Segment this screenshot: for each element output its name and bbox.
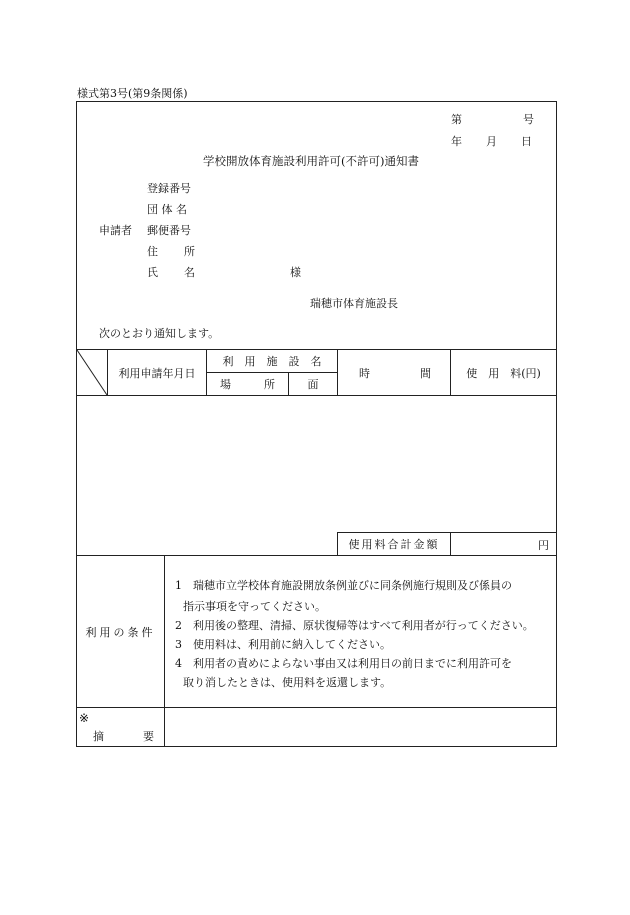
condition-line-3: 2 利用後の整理、清掃、原状復帰等はすべて利用者が行ってください。 bbox=[175, 619, 534, 632]
total-amount-label: 使用料合計金額 bbox=[348, 538, 440, 551]
document-title: 学校開放体育施設利用許可(不許可)通知書 bbox=[203, 154, 419, 168]
applicant-label: 申請者 bbox=[99, 224, 132, 237]
honorific-sama: 様 bbox=[290, 266, 301, 279]
conditions-bottom-line bbox=[76, 707, 557, 708]
table-header-bottom-line bbox=[76, 395, 557, 396]
frame-right-border bbox=[556, 101, 557, 747]
condition-line-5: 4 利用者の責めによらない事由又は利用日の前日までに利用許可を bbox=[175, 657, 512, 670]
remarks-label-char-1: 摘 bbox=[93, 730, 104, 743]
frame-bottom-border bbox=[76, 746, 557, 747]
header-time-char-2: 間 bbox=[420, 367, 431, 380]
date-day-label: 日 bbox=[521, 135, 532, 148]
remarks-mark: ※ bbox=[79, 711, 90, 725]
header-application-date: 利用申請年月日 bbox=[118, 366, 196, 380]
name-label-char-1: 氏 bbox=[147, 266, 158, 279]
remarks-label-char-2: 要 bbox=[143, 730, 154, 743]
condition-line-4: 3 使用料は、利用前に納入してください。 bbox=[175, 638, 391, 651]
date-month-label: 月 bbox=[486, 135, 497, 148]
header-time-char-1: 時 bbox=[359, 367, 370, 380]
group-name-label: 団 体 名 bbox=[147, 203, 187, 216]
address-label-char-1: 住 bbox=[147, 245, 158, 258]
form-number: 様式第3号(第9条関係) bbox=[77, 87, 188, 100]
facility-col-right-line bbox=[337, 349, 338, 396]
notice-text: 次のとおり通知します。 bbox=[99, 327, 220, 340]
header-fee: 使 用 料(円) bbox=[466, 366, 541, 380]
header-place: 場 所 bbox=[220, 378, 275, 391]
condition-line-6: 取り消したときは、使用料を返還します。 bbox=[183, 676, 392, 689]
issuer-name: 瑞穂市体育施設長 bbox=[310, 297, 398, 310]
date-year-label: 年 bbox=[451, 135, 462, 148]
diagonal-slash bbox=[77, 350, 107, 395]
postal-code-label: 郵便番号 bbox=[147, 224, 191, 237]
condition-line-1: 1 瑞穂市立学校体育施設開放条例並びに同条例施行規則及び係員の bbox=[175, 579, 512, 592]
name-label-char-2: 名 bbox=[184, 266, 195, 279]
conditions-label-divider bbox=[164, 555, 165, 747]
address-label-char-2: 所 bbox=[184, 245, 195, 258]
number-prefix: 第 bbox=[451, 113, 462, 126]
frame-top-border bbox=[76, 101, 557, 102]
conditions-label: 利用の条件 bbox=[85, 625, 156, 639]
number-suffix: 号 bbox=[523, 113, 534, 126]
condition-line-2: 指示事項を守ってください。 bbox=[183, 600, 326, 613]
registration-number-label: 登録番号 bbox=[147, 182, 191, 195]
total-value-left-line bbox=[450, 532, 451, 556]
header-facility-name: 利 用 施 設 名 bbox=[222, 355, 322, 368]
total-amount-unit: 円 bbox=[538, 539, 549, 552]
header-area: 面 bbox=[307, 378, 319, 391]
